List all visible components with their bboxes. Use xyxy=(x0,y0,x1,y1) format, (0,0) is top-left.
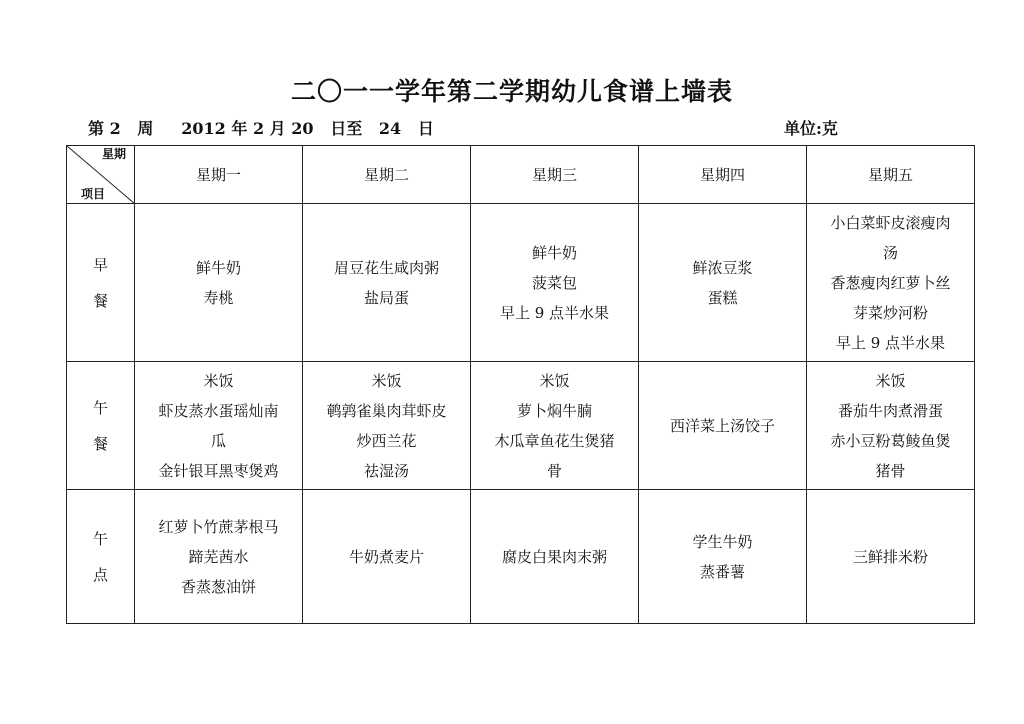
menu-cell-snack-mon xyxy=(135,490,303,624)
meal-char: 早 xyxy=(92,255,108,274)
dish: 番茄牛肉煮滑蛋 xyxy=(837,401,943,420)
meal-label-lunch xyxy=(67,362,135,490)
breakfast-row xyxy=(67,204,975,362)
day-header-tue: 星期二 xyxy=(303,146,471,204)
dish: 金针银耳黑枣煲鸡 xyxy=(158,461,279,480)
dish: 炒西兰花 xyxy=(356,431,417,450)
menu-cell-lunch-mon xyxy=(135,362,303,490)
day-header-fri: 星期五 xyxy=(807,146,975,204)
menu-table xyxy=(66,145,975,624)
meal-char: 午 xyxy=(92,529,108,548)
dish: 瓜 xyxy=(210,431,226,450)
dish: 菠菜包 xyxy=(531,273,577,292)
day-header-wed: 星期三 xyxy=(471,146,639,204)
meal-char: 午 xyxy=(92,398,108,417)
dish: 芽菜炒河粉 xyxy=(852,303,928,322)
menu-cell-lunch-wed xyxy=(471,362,639,490)
dish: 牛奶煮麦片 xyxy=(348,547,424,566)
menu-cell-breakfast-tue xyxy=(303,204,471,362)
corner-cell xyxy=(67,146,135,204)
meal-label-breakfast xyxy=(67,204,135,362)
menu-cell-breakfast-wed xyxy=(471,204,639,362)
menu-cell-breakfast-fri xyxy=(807,204,975,362)
dish: 鲜牛奶 xyxy=(531,243,577,262)
menu-cell-snack-thu xyxy=(639,490,807,624)
dish: 米饭 xyxy=(371,371,402,390)
dish: 祛湿汤 xyxy=(363,461,409,480)
dish: 香葱瘦肉红萝卜丝 xyxy=(830,273,951,292)
menu-cell-lunch-thu xyxy=(639,362,807,490)
dish: 腐皮白果肉末粥 xyxy=(501,547,607,566)
dish: 赤小豆粉葛鲮鱼煲 xyxy=(830,431,951,450)
dish: 香蒸葱油饼 xyxy=(180,577,256,596)
dish: 寿桃 xyxy=(203,288,234,307)
menu-cell-lunch-tue xyxy=(303,362,471,490)
dish: 骨 xyxy=(546,461,562,480)
unit-label: 单位:克 xyxy=(784,119,838,138)
dish: 米饭 xyxy=(539,371,570,390)
header-row xyxy=(67,146,975,204)
snack-row xyxy=(67,490,975,624)
dish: 学生牛奶 xyxy=(692,532,753,551)
dish: 猪骨 xyxy=(875,461,906,480)
lunch-row xyxy=(67,362,975,490)
dish: 鲜牛奶 xyxy=(195,258,241,277)
menu-cell-lunch-fri xyxy=(807,362,975,490)
corner-weekday-label: 星期 xyxy=(101,147,126,161)
menu-cell-snack-wed xyxy=(471,490,639,624)
dish: 三鲜排米粉 xyxy=(852,547,928,566)
day-header-thu: 星期四 xyxy=(639,146,807,204)
menu-cell-snack-fri xyxy=(807,490,975,624)
dish: 虾皮蒸水蛋瑶灿南 xyxy=(158,401,279,420)
dish: 木瓜章鱼花生煲猪 xyxy=(494,431,615,450)
meal-char: 餐 xyxy=(92,291,108,310)
dish: 萝卜焖牛腩 xyxy=(516,401,592,420)
corner-item-label: 项目 xyxy=(81,187,106,201)
dish: 蛋糕 xyxy=(707,288,738,307)
dish: 西洋菜上汤饺子 xyxy=(669,416,775,435)
dish: 鲜浓豆浆 xyxy=(692,258,753,277)
dish: 小白菜虾皮滚瘦肉 xyxy=(830,213,951,232)
dish: 早上 9 点半水果 xyxy=(835,333,946,352)
dish: 米饭 xyxy=(875,371,906,390)
dish: 蒸番薯 xyxy=(699,562,745,581)
meal-char: 点 xyxy=(92,565,108,584)
dish: 鹌鹑雀巢肉茸虾皮 xyxy=(326,401,447,420)
day-header-mon: 星期一 xyxy=(135,146,303,204)
dish: 早上 9 点半水果 xyxy=(499,303,610,322)
meal-label-snack xyxy=(67,490,135,624)
menu-cell-breakfast-thu xyxy=(639,204,807,362)
dish: 蹄芜茜水 xyxy=(188,547,249,566)
menu-cell-snack-tue xyxy=(303,490,471,624)
dish: 红萝卜竹蔗茅根马 xyxy=(158,517,279,536)
dish: 盐局蛋 xyxy=(363,288,409,307)
menu-cell-breakfast-mon xyxy=(135,204,303,362)
page-title: 二〇一一学年第二学期幼儿食谱上墙表 xyxy=(290,77,733,106)
week-date-range: 第 2 周 2012 年 2 月 20 日至 24 日 xyxy=(88,119,434,138)
dish: 眉豆花生咸肉粥 xyxy=(333,258,439,277)
dish: 汤 xyxy=(882,243,898,262)
meal-char: 餐 xyxy=(92,434,108,453)
dish: 米饭 xyxy=(203,371,234,390)
